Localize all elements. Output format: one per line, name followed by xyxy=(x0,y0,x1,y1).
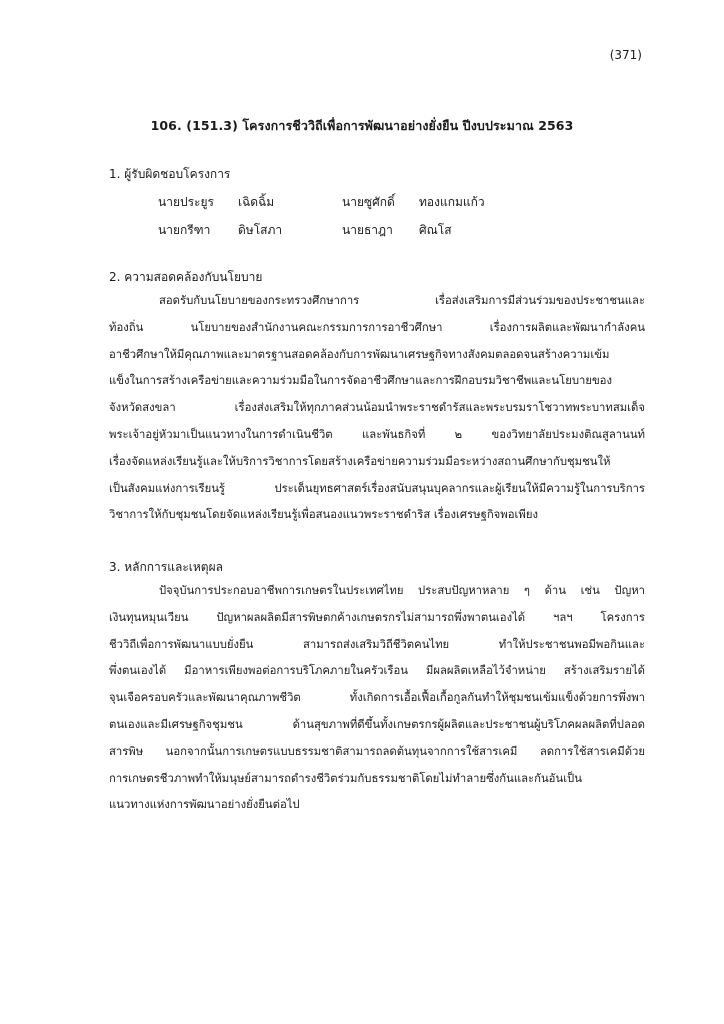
paragraph-line: อาชีวศึกษาให้มีคุณภาพและมาตรฐานสอดคล้องกับการพัฒนาเศรษฐกิจทางสังคมตลอดจนสร้างความเข้ม xyxy=(109,347,610,361)
paragraph-line: แข็งในการสร้างเครือข่ายและความร่วมมือในการจัดอาชีวศึกษาและการฝึกอบรมวิชาชีพและนโยบายของ xyxy=(109,374,612,388)
paragraph-line: เรื่องจัดแหล่งเรียนรู้และให้บริการวิชาการโดยสร้างเครือข่ายความร่วมมือระหว่างสถานศึกษากับชุมชนให้ xyxy=(109,454,611,468)
responsible-persons-table xyxy=(158,193,558,249)
person-name: นายกรีฑา xyxy=(158,223,211,237)
paragraph-line: จังหวัดสงขลา เรื่องส่งเสริมให้ทุกภาคส่วนน้อมนำพระราชดำรัสและพระบรมราโชวาทพระบาทสมเด็จ xyxy=(109,401,645,415)
paragraph-line: ตนเองและมีเศรษฐกิจชุมชน ด้านสุขภาพที่ดีขึ้นทั้งเกษตรกรผู้ผลิตและประชาชนผู้บริโภคผลผลิตที่ปลอด xyxy=(109,717,645,731)
person-surname: เฉิดฉิ้ม xyxy=(238,195,275,209)
rationale-paragraph xyxy=(109,578,645,819)
person-name: นายประยูร xyxy=(158,195,214,209)
paragraph-line: จุนเจือครอบครัวและพัฒนาคุณภาพชีวิต ทั้งเกิดการเอื้อเฟื้อเกื้อกูลกันทำให้ชุมชนเข้มแข็งด้วยการพึ่งพา xyxy=(109,691,645,705)
person-name: นายซูศักดิ์ xyxy=(342,195,395,209)
paragraph-line: วิชาการให้กับชุมชนโดยจัดแหล่งเรียนรู้เพื่อสนองแนวพระราชดำริส เรื่องเศรษฐกิจพอเพียง xyxy=(109,508,538,522)
paragraph-line: ชีววิถีเพื่อการพัฒนาแบบยั่งยืน สามารถส่งเสริมวิถีชีวิตคนไทย ทำให้ประชาชนพอมีพอกินและ xyxy=(109,637,645,651)
section-heading-responsible: 1. ผู้รับผิดชอบโครงการ xyxy=(109,167,231,181)
paragraph-line: เงินทุนหมุนเวียน ปัญหาผลผลิตมีสารพิษตกค้างเกษตรกรไม่สามารถพึ่งพาตนเองได้ ฯลฯ โครงการ xyxy=(109,610,645,624)
person-name: นายธาฎา xyxy=(342,223,393,237)
paragraph-line: พึ่งตนเองได้ มีอาหารเพียงพอต่อการบริโภคภายในครัวเรือน มีผลผลิตเหลือไว้จำหน่าย สร้างเสริมรายได้ xyxy=(109,664,645,678)
person-surname: ศิณโส xyxy=(419,223,452,237)
paragraph-line: การเกษตรชีวภาพทำให้มนุษย์สามารถดำรงชีวิตร่วมกับธรรมชาติโดยไม่ทำลายซึ่งกันและกันอันเป็น xyxy=(109,771,582,785)
policy-paragraph xyxy=(109,288,645,529)
section-heading-rationale: 3. หลักการและเหตุผล xyxy=(109,560,223,574)
paragraph-line: ท้องถิ่น นโยบายของสำนักงานคณะกรรมการการอาชีวศึกษา เรื่องการผลิตและพัฒนากำลังคน xyxy=(109,320,645,334)
responsible-persons-row xyxy=(158,221,558,249)
paragraph-line: เป็นสังคมแห่งการเรียนรู้ ประเด็นยุทธศาสตร์เรื่องสนับสนุนบุคลากรและผู้เรียนให้มีความรู้ในการบริการ xyxy=(109,481,645,495)
section-heading-policy: 2. ความสอดคล้องกับนโยบาย xyxy=(109,270,263,284)
person-surname: ดิษโสภา xyxy=(238,223,283,237)
paragraph-line: พระเจ้าอยู่หัวมาเป็นแนวทางในการดำเนินชีวิต และพันธกิจที่ ๒ ของวิทยาลัยประมงติณสูลานนท์ xyxy=(109,427,645,441)
paragraph-line: สารพิษ นอกจากนั้นการเกษตรแบบธรรมชาติสามารถลดต้นทุนจากการใช้สารเคมี ลดการใช้สารเคมีด้วย xyxy=(109,744,645,758)
paragraph-line: แนวทางแห่งการพัฒนาอย่างยั่งยืนต่อไป xyxy=(109,798,300,812)
responsible-persons-row xyxy=(158,193,558,221)
person-surname: ทองแกมแก้ว xyxy=(419,195,485,209)
paragraph-line: สอดรับกับนโยบายของกระทรวงศึกษาการ เรื่อส่งเสริมการมีส่วนร่วมของประชาชนและ xyxy=(159,294,645,307)
page-number: (371) xyxy=(609,48,642,62)
paragraph-line: ปัจจุบันการประกอบอาชีพการเกษตรในประเทศไทย ประสบปัญหาหลาย ๆ ด้าน เช่น ปัญหา xyxy=(159,584,645,597)
document-title: 106. (151.3) โครงการชีววิถีเพื่อการพัฒนาอย่างยั่งยืน ปีงบประมาณ 2563 xyxy=(150,118,574,133)
